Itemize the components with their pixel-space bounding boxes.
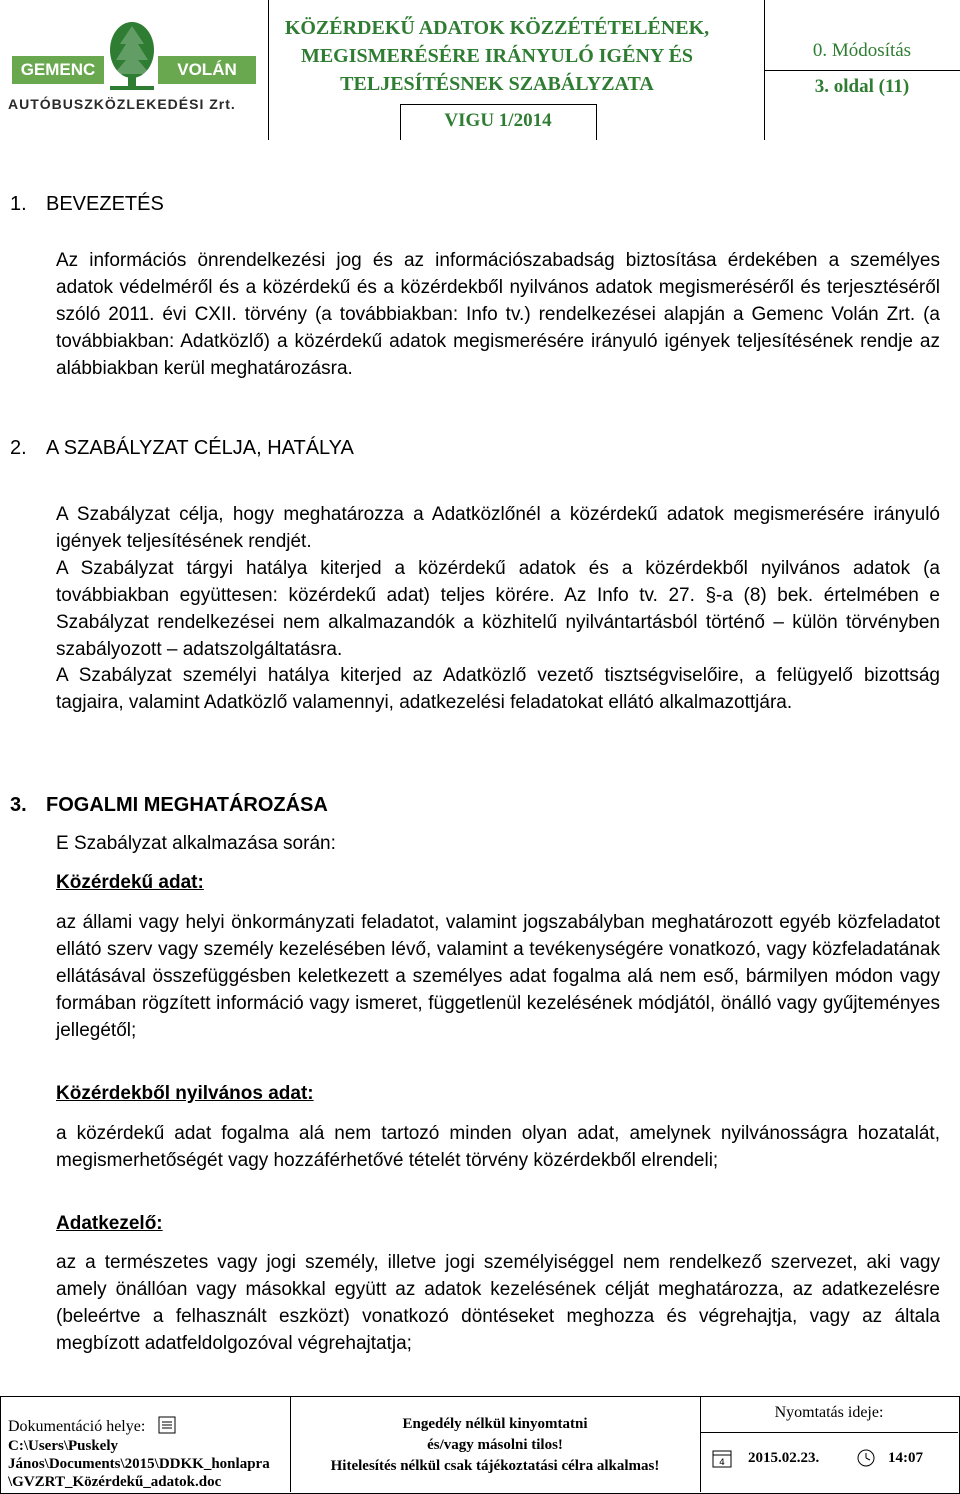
doc-title-line: MEGISMERÉSÉRE IRÁNYULÓ IGÉNY ÉS [300, 45, 694, 67]
doc-path-line: \GVZRT_Közérdekű_adatok.doc [8, 1474, 222, 1490]
definition-term: Közérdekből nyilvános adat: [56, 1083, 314, 1104]
svg-text:4: 4 [719, 1458, 725, 1468]
copy-notice-line: Hitelesítés nélkül csak tájékoztatási célra alkalmas! [330, 1458, 660, 1474]
doc-title-line: TELJESÍTÉSNEK SZABÁLYZATA [340, 73, 654, 95]
header-divider [400, 104, 596, 105]
header-divider [596, 104, 597, 140]
definition-term: Adatkezelő: [56, 1213, 163, 1234]
page-header [0, 0, 960, 140]
logo-subtitle: AUTÓBUSZKÖZLEKEDÉSI Zrt. [8, 96, 236, 112]
revision-label: 0. Módosítás [812, 40, 912, 61]
calendar-icon [712, 1448, 732, 1468]
logo-gemenc-text: GEMENC [12, 56, 104, 84]
tree-icon [106, 20, 158, 92]
clock-icon [856, 1448, 876, 1468]
section-heading [10, 193, 164, 216]
file-icon [158, 1416, 176, 1434]
section-number: 1. [10, 193, 27, 215]
section-heading [10, 437, 354, 460]
company-logo [8, 18, 260, 118]
scope-paragraph: A Szabályzat tárgyi hatálya kiterjed a közérdekű adatok és a közérdekből nyilvános adatok (a továbbiakban együttesen: közérdekű adat) teljes körére. Az Info tv. 27. §-a (8) bek. értelmében e Szabályzat rendelkezései nem alkalmazandók a közhitelű nyilvántartásból történő – külön törvényben szabályozott – adatszolgáltatásra. [56, 558, 940, 660]
section-number: 2. [10, 437, 27, 459]
logo-volan-text: VOLÁN [158, 56, 256, 84]
doc-path-line: János\Documents\2015\DDKK_honlapra [8, 1456, 270, 1472]
footer-divider [700, 1432, 958, 1433]
doc-title-line: KÖZÉRDEKŰ ADATOK KÖZZÉTÉTELÉNEK, [284, 17, 710, 39]
doc-location-label: Dokumentáció helye: [8, 1418, 146, 1435]
definition-text: a közérdekű adat fogalma alá nem tartozó minden olyan adat, amelynek nyilvánosságra hozatalát, megismerhetőségét vagy hozzáférhetővé tételét törvény közérdekből elrendeli; [56, 1123, 940, 1171]
definition-text: az állami vagy helyi önkormányzati feladatot, valamint jogszabályban meghatározott egyéb közfeladatot ellátó szerv vagy személy kezelésében lévő, valamint a tevékenységére vonatkozó, vagy közfeladatának ellátásával összefüggésben keletkezett a személyes adat fogalma alá nem eső, bármilyen módon vagy formában rögzített információ vagy ismeret, függetlenül kezelésének módjától, önálló vagy gyűjteményes jellegétől; [56, 912, 940, 1041]
copy-notice-line: és/vagy másolni tilos! [427, 1437, 563, 1453]
copy-notice-line: Engedély nélkül kinyomtatni [402, 1416, 588, 1432]
print-time: 14:07 [888, 1450, 923, 1466]
doc-path-line: C:\Users\Puskely [8, 1438, 118, 1454]
section-title: A SZABÁLYZAT CÉLJA, HATÁLYA [46, 437, 354, 459]
section-number: 3. [10, 794, 27, 816]
definitions-intro: E Szabályzat alkalmazása során: [56, 833, 336, 854]
definition-term: Közérdekű adat: [56, 872, 204, 893]
print-time-label: Nyomtatás ideje: [774, 1404, 884, 1421]
section-heading [10, 794, 328, 817]
intro-paragraph: Az információs önrendelkezési jog és az információszabadság biztosítása érdekében a személyes adatok védelméről és a közérdekű és a közérdekből nyilvános adatok megismeréséről és terjesztéséről szóló 2011. évi CXII. törvény (a továbbiakban: Info tv.) rendelkezései alapján a Gemenc Volán Zrt. (a továbbiakban: Adatközlő) a közérdekű adatok megismerésére irányuló igények teljesítésének rendje az alábbiakban kerül meghatározásra. [56, 250, 940, 379]
personal-scope-paragraph: A Szabályzat személyi hatálya kiterjed az Adatközlő vezető tisztségviselőire, a felügyelő bizottság tagjaira, valamint Adatközlő valamennyi, adatkezelési feladatokat ellátó alkalmazottjára. [56, 665, 940, 713]
purpose-paragraph: A Szabályzat célja, hogy meghatározza a Adatközlőnél a közérdekű adatok megismerésére irányuló igények teljesítésének rendjét. [56, 504, 940, 552]
page-number: 3. oldal (11) [814, 76, 910, 97]
page-footer [0, 1396, 960, 1494]
print-date: 2015.02.23. [748, 1450, 820, 1466]
section-title: BEVEZETÉS [46, 193, 164, 215]
section-title: FOGALMI MEGHATÁROZÁSA [46, 794, 328, 816]
header-divider [764, 70, 960, 71]
doc-code: VIGU 1/2014 [444, 110, 552, 131]
definition-text: az a természetes vagy jogi személy, illetve jogi személyiséggel nem rendelkező szervezet, aki vagy amely önállóan vagy másokkal együtt az adatok kezelésének célját meghatározza, az adatkezelésre (beleértve a felhasznált eszközt) vonatkozó döntéseket meghozza és végrehajtja, vagy az általa megbízott adatfeldolgozóval végrehajtatja; [56, 1252, 940, 1354]
